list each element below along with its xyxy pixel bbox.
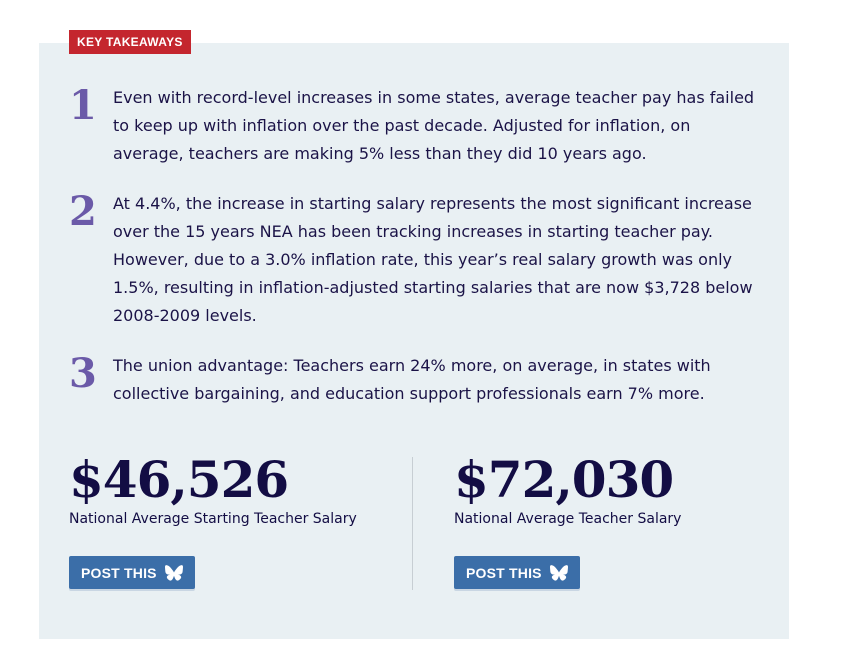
stat-starting-salary [69,450,389,581]
takeaway-text: The union advantage: Teachers earn 24% more, on average, in states with collective bargaining, and education support professionals earn 7% more. [113,356,711,403]
stat-average-salary [454,450,774,581]
takeaway-number: 2 [69,188,97,235]
key-takeaways-badge: KEY TAKEAWAYS [69,30,191,54]
takeaway-text: Even with record-level increases in some states, average teacher pay has failed to keep up with inflation over the past decade. Adjusted for inflation, on average, teachers are making 5% less than they did 10 years ago. [113,88,755,163]
post-this-button[interactable] [69,556,195,589]
stat-label: National Average Teacher Salary [454,511,682,527]
stat-value: $72,030 [454,450,674,509]
post-this-label: POST THIS [81,564,157,581]
stats-divider [412,457,413,590]
post-this-label: POST THIS [466,564,542,581]
butterfly-icon [550,565,568,581]
takeaway-number: 1 [69,82,97,129]
takeaway-text: At 4.4%, the increase in starting salary represents the most significant increase over the 15 years NEA has been tracking increases in starting teacher pay. However, due to a 3.0% inflation rate, this year’s real salary growth was only 1.5%, resulting in inflation-adjusted starting salaries that are now $3,728 below 2008-2009 levels. [113,194,753,325]
takeaway-number: 3 [69,350,97,397]
stat-value: $46,526 [69,450,289,509]
butterfly-icon [165,565,183,581]
post-this-button[interactable] [454,556,580,589]
stat-label: National Average Starting Teacher Salary [69,511,357,527]
